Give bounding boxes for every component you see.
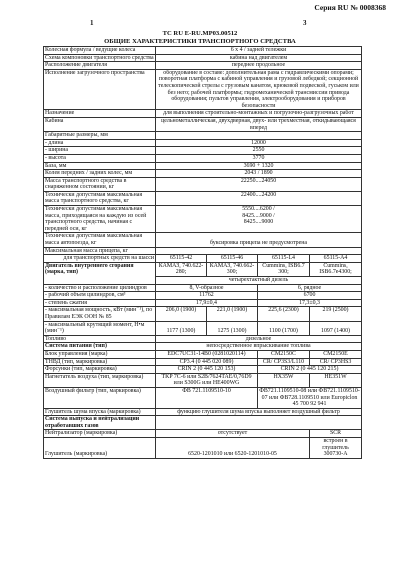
engine-model: КАМАЗ, 740.662-300; <box>207 262 258 276</box>
compression-cummins: 17,3±0,3 <box>258 299 362 307</box>
row-label: Габаритные размеры, мм <box>44 132 156 140</box>
table-row <box>44 62 362 70</box>
torque-value: 1275 (1300) <box>207 321 258 335</box>
table-row <box>44 47 362 55</box>
table-row <box>44 139 362 147</box>
table-row <box>44 299 362 307</box>
row-value: переднее продольное <box>156 62 362 70</box>
page-number-left: 1 <box>90 19 94 27</box>
cylinders-kamaz: 8, V-образное <box>156 284 258 292</box>
injector-cummins <box>258 366 362 374</box>
engine-model: Cummins, ISB6.7e4300; <box>310 262 362 276</box>
injector-part-a: CRIN 2 (0 445 <box>280 366 316 373</box>
variant-name: 65115-L4 <box>258 255 310 263</box>
row-label: Технически допустимая максимальная масса автопоезда, кг <box>44 233 156 247</box>
row-label: Двигатель внутреннего сгорания (марка, тип) <box>44 262 156 284</box>
table-row <box>44 292 362 300</box>
air-filter-cummins: ФВ721.1109510-08 или ФВ721.1109510-07 или ФВ728.1109510 или Europiclon 45 700 92 941 <box>259 387 360 408</box>
row-label: Максимальная масса прицепа, кг <box>44 247 156 255</box>
page-number-right: 3 <box>303 19 307 27</box>
row-label: Расположение двигателя <box>44 62 156 70</box>
muffler-code: 300730-A <box>323 451 348 458</box>
row-label: - количество и расположение цилиндров <box>44 284 156 292</box>
axle-mass-middle: 8425....9000 / <box>242 212 275 219</box>
cylinders-cummins: 6, рядное <box>258 284 362 292</box>
neutralizer-absent: отсутствует <box>156 430 310 438</box>
variant-name: 65115-46 <box>207 255 258 263</box>
table-row <box>44 416 362 430</box>
row-label: Масса транспортного средства в снаряженном состоянии, кг <box>44 177 156 191</box>
neutralizer-value: SCR <box>310 430 362 438</box>
table-row <box>44 110 362 118</box>
row-label: ТНВД (тип, маркировка) <box>44 358 156 366</box>
row-label: Система выпуска и нейтрализации отработавших газов <box>44 416 156 430</box>
table-row <box>44 206 362 233</box>
compression-kamaz: 17,9±0,4 <box>156 299 258 307</box>
table-row <box>44 69 362 110</box>
row-label: Исполнение загрузочного пространства <box>44 69 156 110</box>
power-value: 206,0 (1900) <box>156 307 207 321</box>
row-value: буксировка прицепа не предусмотрена <box>156 233 362 247</box>
torque-value: 1097 (1400) <box>310 321 362 335</box>
row-label: Назначение <box>44 110 156 118</box>
row-label: - высота <box>44 154 156 162</box>
power-value: 225,6 (2300) <box>258 307 310 321</box>
variant-name: 65115-A4 <box>310 255 362 263</box>
power-value: 221,0 (1900) <box>207 307 258 321</box>
row-value: цельнометаллическая, двухдверная, двух- или трехместная, откидывающаяся вперед <box>156 117 362 131</box>
injector-part-b: 120 215) <box>317 366 339 373</box>
table-row <box>44 147 362 155</box>
row-label: Колесная формула / ведущие колеса <box>44 47 156 55</box>
row-value: 2043 / 1890 <box>156 170 362 178</box>
turbo-kamaz: TKP 7С-6 или S2B/7624TAE/0,76D9 или S300G или HE400WG <box>156 373 258 387</box>
table-row <box>44 358 362 366</box>
table-row <box>44 177 362 191</box>
hpfp-kamaz: CP3.4 (0 445 020 089) <box>156 358 258 366</box>
table-row <box>44 262 362 276</box>
muffler-value: 6520-1201010 или 6520-1201010-05 <box>156 438 310 459</box>
table-row <box>44 335 362 343</box>
document-code: TC RU E-RU.MP03.00512 <box>162 30 238 37</box>
table-row <box>44 321 362 335</box>
table-row <box>44 233 362 247</box>
row-label: База, мм <box>44 162 156 170</box>
air-filter-kamaz: ФВ 721.1109510-10 <box>156 387 258 408</box>
row-value: 22400....24200 <box>156 191 362 205</box>
injector-kamaz: CRIN 2 (0 445 120 153) <box>156 366 258 374</box>
row-value <box>156 132 362 140</box>
engine-model: КАМАЗ, 740.622-280; <box>156 262 207 276</box>
hpfp-value: CR/ CP3S3/L110 <box>258 358 310 366</box>
table-row <box>44 366 362 374</box>
volume-kamaz: 11762 <box>156 292 258 300</box>
turbo-value: HX35W <box>258 373 310 387</box>
row-value: 3690 + 1320 <box>156 162 362 170</box>
ecu-value: CM2150E <box>310 350 362 358</box>
row-value <box>156 416 362 430</box>
ecu-kamaz: EDC7UC31-14B0 (0281020114) <box>156 350 258 358</box>
table-row <box>44 191 362 205</box>
muffler-value-a4 <box>310 438 362 459</box>
row-value <box>156 206 362 233</box>
table-row <box>44 162 362 170</box>
row-label: Воздушный фильтр (тип, маркировка) <box>44 387 156 408</box>
row-value: 6 х 4 / задней тележки <box>156 47 362 55</box>
row-label: Система питания (тип) <box>44 343 156 351</box>
row-label: Колея передних / задних колес, мм <box>44 170 156 178</box>
row-value: 12000 <box>156 139 362 147</box>
table-row <box>44 54 362 62</box>
table-row <box>44 117 362 131</box>
row-label: - максимальный крутящий момент, Н•м (мин⁻¹) <box>44 321 156 335</box>
hpfp-value: CR/ CP3HS3 <box>310 358 362 366</box>
muffler-note: встроен в глушитель <box>322 438 349 451</box>
row-value: 3770 <box>156 154 362 162</box>
document-title: ОБЩИЕ ХАРАКТЕРИСТИКИ ТРАНСПОРТНОГО СРЕДСТВА <box>104 38 296 45</box>
row-label: Технически допустимая максимальная масса транспортного средства, кг <box>44 191 156 205</box>
row-label: Топливо <box>44 335 156 343</box>
row-value: 22250....24050 <box>156 177 362 191</box>
table-row <box>44 387 362 408</box>
row-label: Глушитель (маркировка) <box>44 438 156 459</box>
table-row <box>44 154 362 162</box>
row-label: Нейтрализатор (маркировка) <box>44 430 156 438</box>
row-label: Нагнетатель воздуха (тип, маркировка) <box>44 373 156 387</box>
row-label: Схема компоновки транспортного средства <box>45 54 154 61</box>
row-value: непосредственное впрыскивание топлива <box>156 343 362 351</box>
table-row <box>44 430 362 438</box>
table-row <box>44 350 362 358</box>
table-row <box>44 132 362 140</box>
serial-number: Серия RU № 0008368 <box>314 3 386 12</box>
row-label: Кабина <box>44 117 156 131</box>
ecu-value: CM2150C <box>258 350 310 358</box>
power-value: 219 (2500) <box>310 307 362 321</box>
variant-name: 65115-42 <box>156 255 207 263</box>
axle-mass-front: 5550....6200 / <box>242 206 275 213</box>
table-row <box>44 255 362 263</box>
row-label: - максимальная мощность, кВт (мин⁻¹), по Правилам ЕЭК ООН № 85 <box>44 307 156 321</box>
row-label: Форсунки (тип, маркировка) <box>44 366 156 374</box>
spec-table <box>43 46 362 459</box>
row-label: Технически допустимая максимальная масса, приходящаяся на каждую из осей транспортного средства, начиная с передней оси, кг <box>44 206 156 233</box>
row-value: дизельное <box>156 335 362 343</box>
volume-cummins: 6700 <box>258 292 362 300</box>
row-label: - ширина <box>44 147 156 155</box>
row-label: - рабочий объем цилиндров, см³ <box>44 292 156 300</box>
table-row <box>44 343 362 351</box>
turbo-value: HE351W <box>310 373 362 387</box>
table-row <box>44 307 362 321</box>
table-row <box>44 170 362 178</box>
torque-value: 1100 (1700) <box>258 321 310 335</box>
axle-mass-rear: 8425....9000 <box>243 219 274 226</box>
row-label: Блок управления (марка) <box>44 350 156 358</box>
torque-value: 1177 (1300) <box>156 321 207 335</box>
row-label: - степень сжатия <box>44 299 156 307</box>
row-value: для выполнения строительно-монтажных и погрузочно-разгрузочных работ <box>156 110 362 118</box>
row-value <box>156 247 362 255</box>
table-row <box>44 408 362 416</box>
row-value: функцию глушителя шума впуска выполняет воздушный фильтр <box>156 408 362 416</box>
table-row <box>44 373 362 387</box>
engine-type: четырехтактный дизель <box>156 277 362 285</box>
row-label: - длина <box>44 139 156 147</box>
row-value: оборудование в составе: дополнительная рама с гидравлическими опорами; поворотная платформа с кабиной управления и грузовой лебедкой; секционной телескопической стрелы с грузовым канатом, крюковой подвеской, гуськом или без него; рабочей платформы; гидромеханической трансмиссии привода оборудования; пультов управления, электрооборудования и приборов безопасности <box>156 69 362 110</box>
table-row <box>44 284 362 292</box>
table-row <box>44 247 362 255</box>
engine-model: Cummins, ISB6.7 300; <box>258 262 310 276</box>
row-value: 2550 <box>156 147 362 155</box>
row-value: кабина над двигателем <box>156 54 362 62</box>
row-label: Глушитель шума впуска (маркировка) <box>44 408 156 416</box>
table-row <box>44 438 362 459</box>
row-label: для транспортных средств на шасси <box>44 255 156 263</box>
